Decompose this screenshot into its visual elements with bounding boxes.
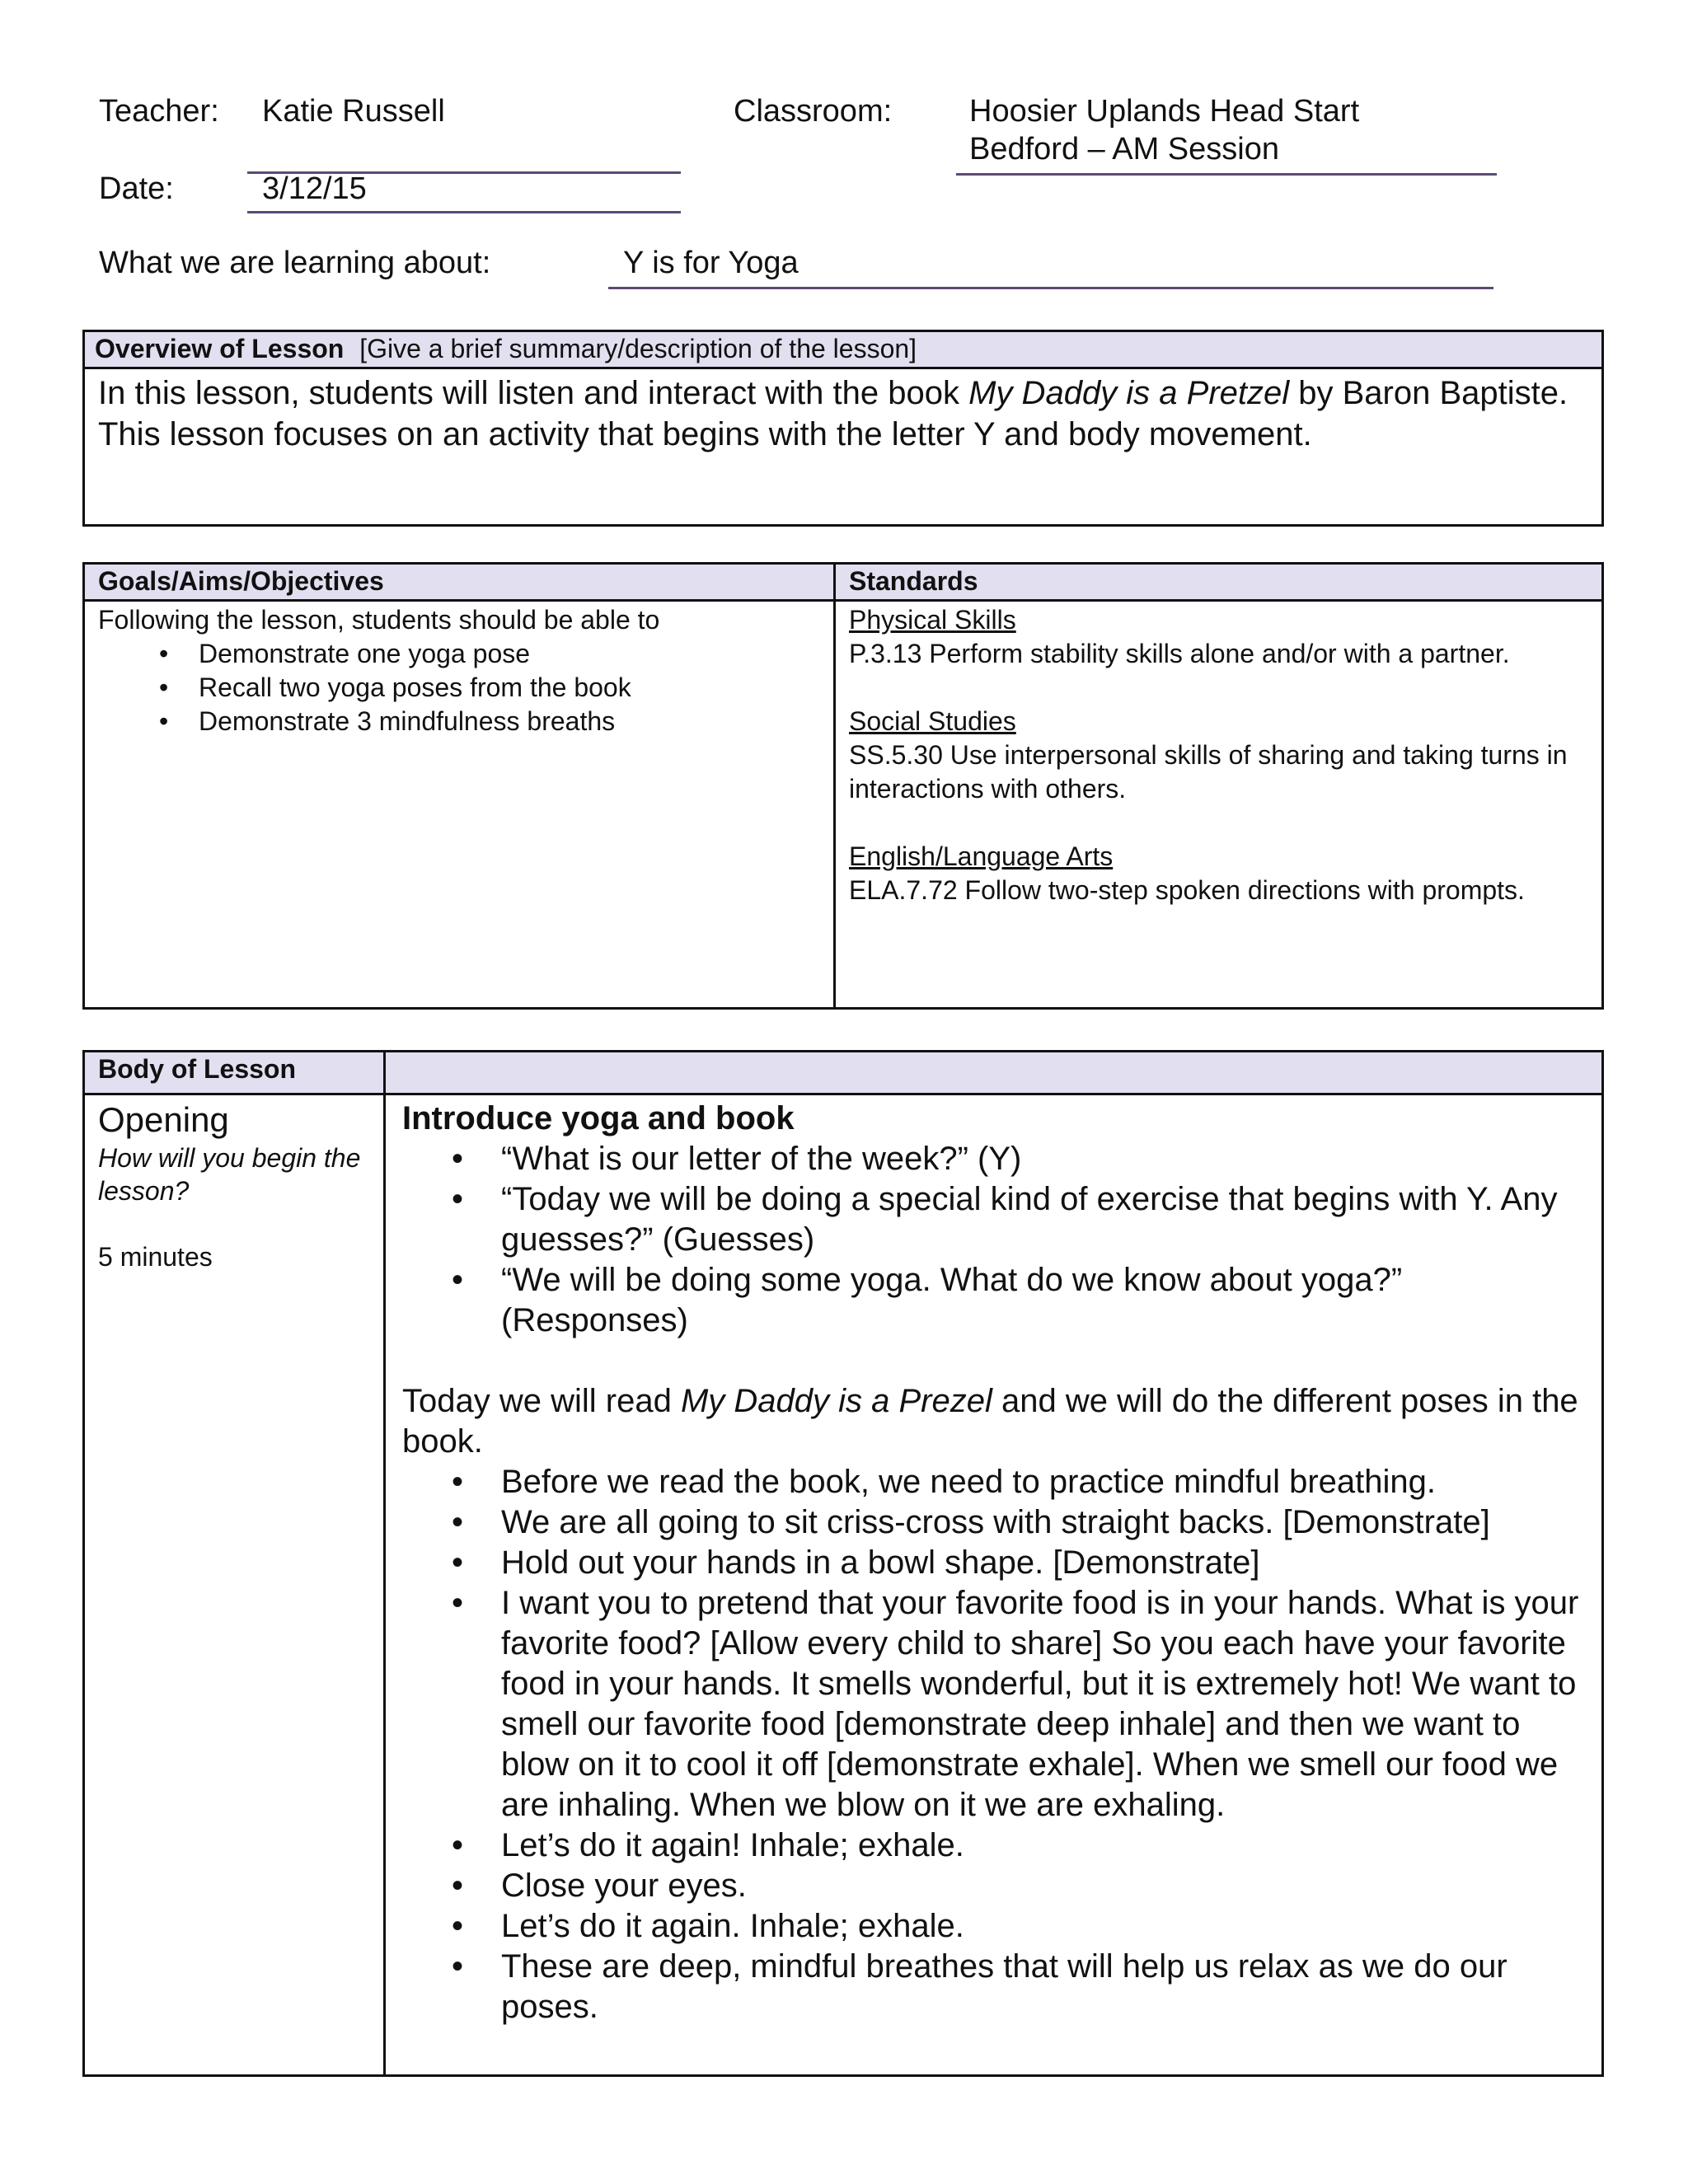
teacher-label: Teacher: xyxy=(99,94,219,129)
overview-text-1: In this lesson, students will listen and interact with the book xyxy=(98,375,969,411)
goals-list xyxy=(98,637,820,738)
standard-text-physical: P.3.13 Perform stability skills alone and/or with a partner. xyxy=(849,639,1510,668)
opening-title: Opening xyxy=(98,1100,229,1139)
body-table xyxy=(82,1050,1604,2077)
lesson-content-cell xyxy=(385,1094,1603,2076)
reading-text-2: and we will do the different poses in the book. xyxy=(402,1383,1578,1460)
classroom-line2: Bedford – AM Session xyxy=(969,132,1279,166)
goals-cell xyxy=(84,601,835,1009)
reading-book-title: My Daddy is a Prezel xyxy=(680,1383,992,1419)
topic-underline xyxy=(608,287,1493,289)
step-item: • Hold out your hands in a bowl shape. [Demonstrate] xyxy=(402,1543,1585,1583)
topic-value: Y is for Yoga xyxy=(623,246,799,280)
opening-question: How will you begin the lesson? xyxy=(98,1143,361,1206)
classroom-line1: Hoosier Uplands Head Start xyxy=(969,94,1360,129)
date-value: 3/12/15 xyxy=(262,171,367,206)
step-item: • We are all going to sit criss-cross with straight backs. [Demonstrate] xyxy=(402,1502,1585,1543)
goals-intro: Following the lesson, students should be able to xyxy=(98,605,660,635)
intro-title: Introduce yoga and book xyxy=(402,1100,795,1137)
opening-cell xyxy=(84,1094,385,2076)
step-item: • These are deep, mindful breathes that will help us relax as we do our poses. xyxy=(402,1947,1585,2027)
overview-title: Overview of Lesson xyxy=(95,334,345,363)
standard-category-social: Social Studies xyxy=(849,706,1016,736)
intro-item: • “What is our letter of the week?” (Y) xyxy=(402,1139,1585,1179)
intro-item: • “We will be doing some yoga. What do we know about yoga?” (Responses) xyxy=(402,1260,1585,1341)
topic-label: What we are learning about: xyxy=(99,246,491,280)
goals-standards-table xyxy=(82,562,1604,1010)
step-item: • Close your eyes. xyxy=(402,1866,1585,1906)
standard-category-physical: Physical Skills xyxy=(849,605,1016,635)
teacher-name: Katie Russell xyxy=(262,94,445,129)
intro-list xyxy=(402,1139,1585,1341)
classroom-label: Classroom: xyxy=(734,94,893,129)
step-item: • Let’s do it again. Inhale; exhale. xyxy=(402,1906,1585,1947)
overview-book-title: My Daddy is a Pretzel xyxy=(968,375,1290,411)
opening-time: 5 minutes xyxy=(98,1242,213,1272)
goals-header: Goals/Aims/Objectives xyxy=(84,564,835,601)
goal-item: • Demonstrate 3 mindfulness breaths xyxy=(98,705,820,738)
step-item: • Let’s do it again! Inhale; exhale. xyxy=(402,1825,1585,1866)
goal-item: • Recall two yoga poses from the book xyxy=(98,671,820,705)
reading-text-1: Today we will read xyxy=(402,1383,681,1419)
overview-header xyxy=(84,331,1603,368)
classroom-underline xyxy=(956,173,1497,176)
date-underline xyxy=(247,211,681,213)
overview-hint: [Give a brief summary/description of the lesson] xyxy=(359,334,917,363)
standards-header: Standards xyxy=(835,564,1603,601)
goal-item: • Demonstrate one yoga pose xyxy=(98,637,820,671)
overview-table xyxy=(82,330,1604,527)
body-header-blank xyxy=(385,1052,1603,1094)
intro-item: • “Today we will be doing a special kind of exercise that begins with Y. Any guesses?” (Guesses) xyxy=(402,1179,1585,1260)
standard-text-ela: ELA.7.72 Follow two-step spoken directions with prompts. xyxy=(849,875,1525,905)
body-header: Body of Lesson xyxy=(84,1052,385,1094)
standard-category-ela: English/Language Arts xyxy=(849,841,1114,871)
standard-text-social: SS.5.30 Use interpersonal skills of sharing and taking turns in interactions with others. xyxy=(849,740,1568,804)
step-item: • Before we read the book, we need to practice mindful breathing. xyxy=(402,1462,1585,1502)
overview-text-2: by Baron Baptiste. This lesson focuses on an activity that begins with the letter Y and body movement. xyxy=(98,375,1568,452)
date-label: Date: xyxy=(99,171,174,206)
steps-list xyxy=(402,1462,1585,2027)
standards-cell xyxy=(835,601,1603,1009)
step-item: • I want you to pretend that your favorite food is in your hands. What is your favorite food? [Allow every child to share] So you each have your favorite food in your hands. It smells wonderful, but it is extremely hot! We want to smell our favorite food [demonstrate deep inhale] and then we want to blow on it to cool it off [demonstrate exhale]. When we smell our food we are inhaling. When we blow on it we are exhaling. xyxy=(402,1583,1585,1825)
reading-paragraph xyxy=(402,1381,1585,1462)
overview-body xyxy=(84,368,1603,526)
